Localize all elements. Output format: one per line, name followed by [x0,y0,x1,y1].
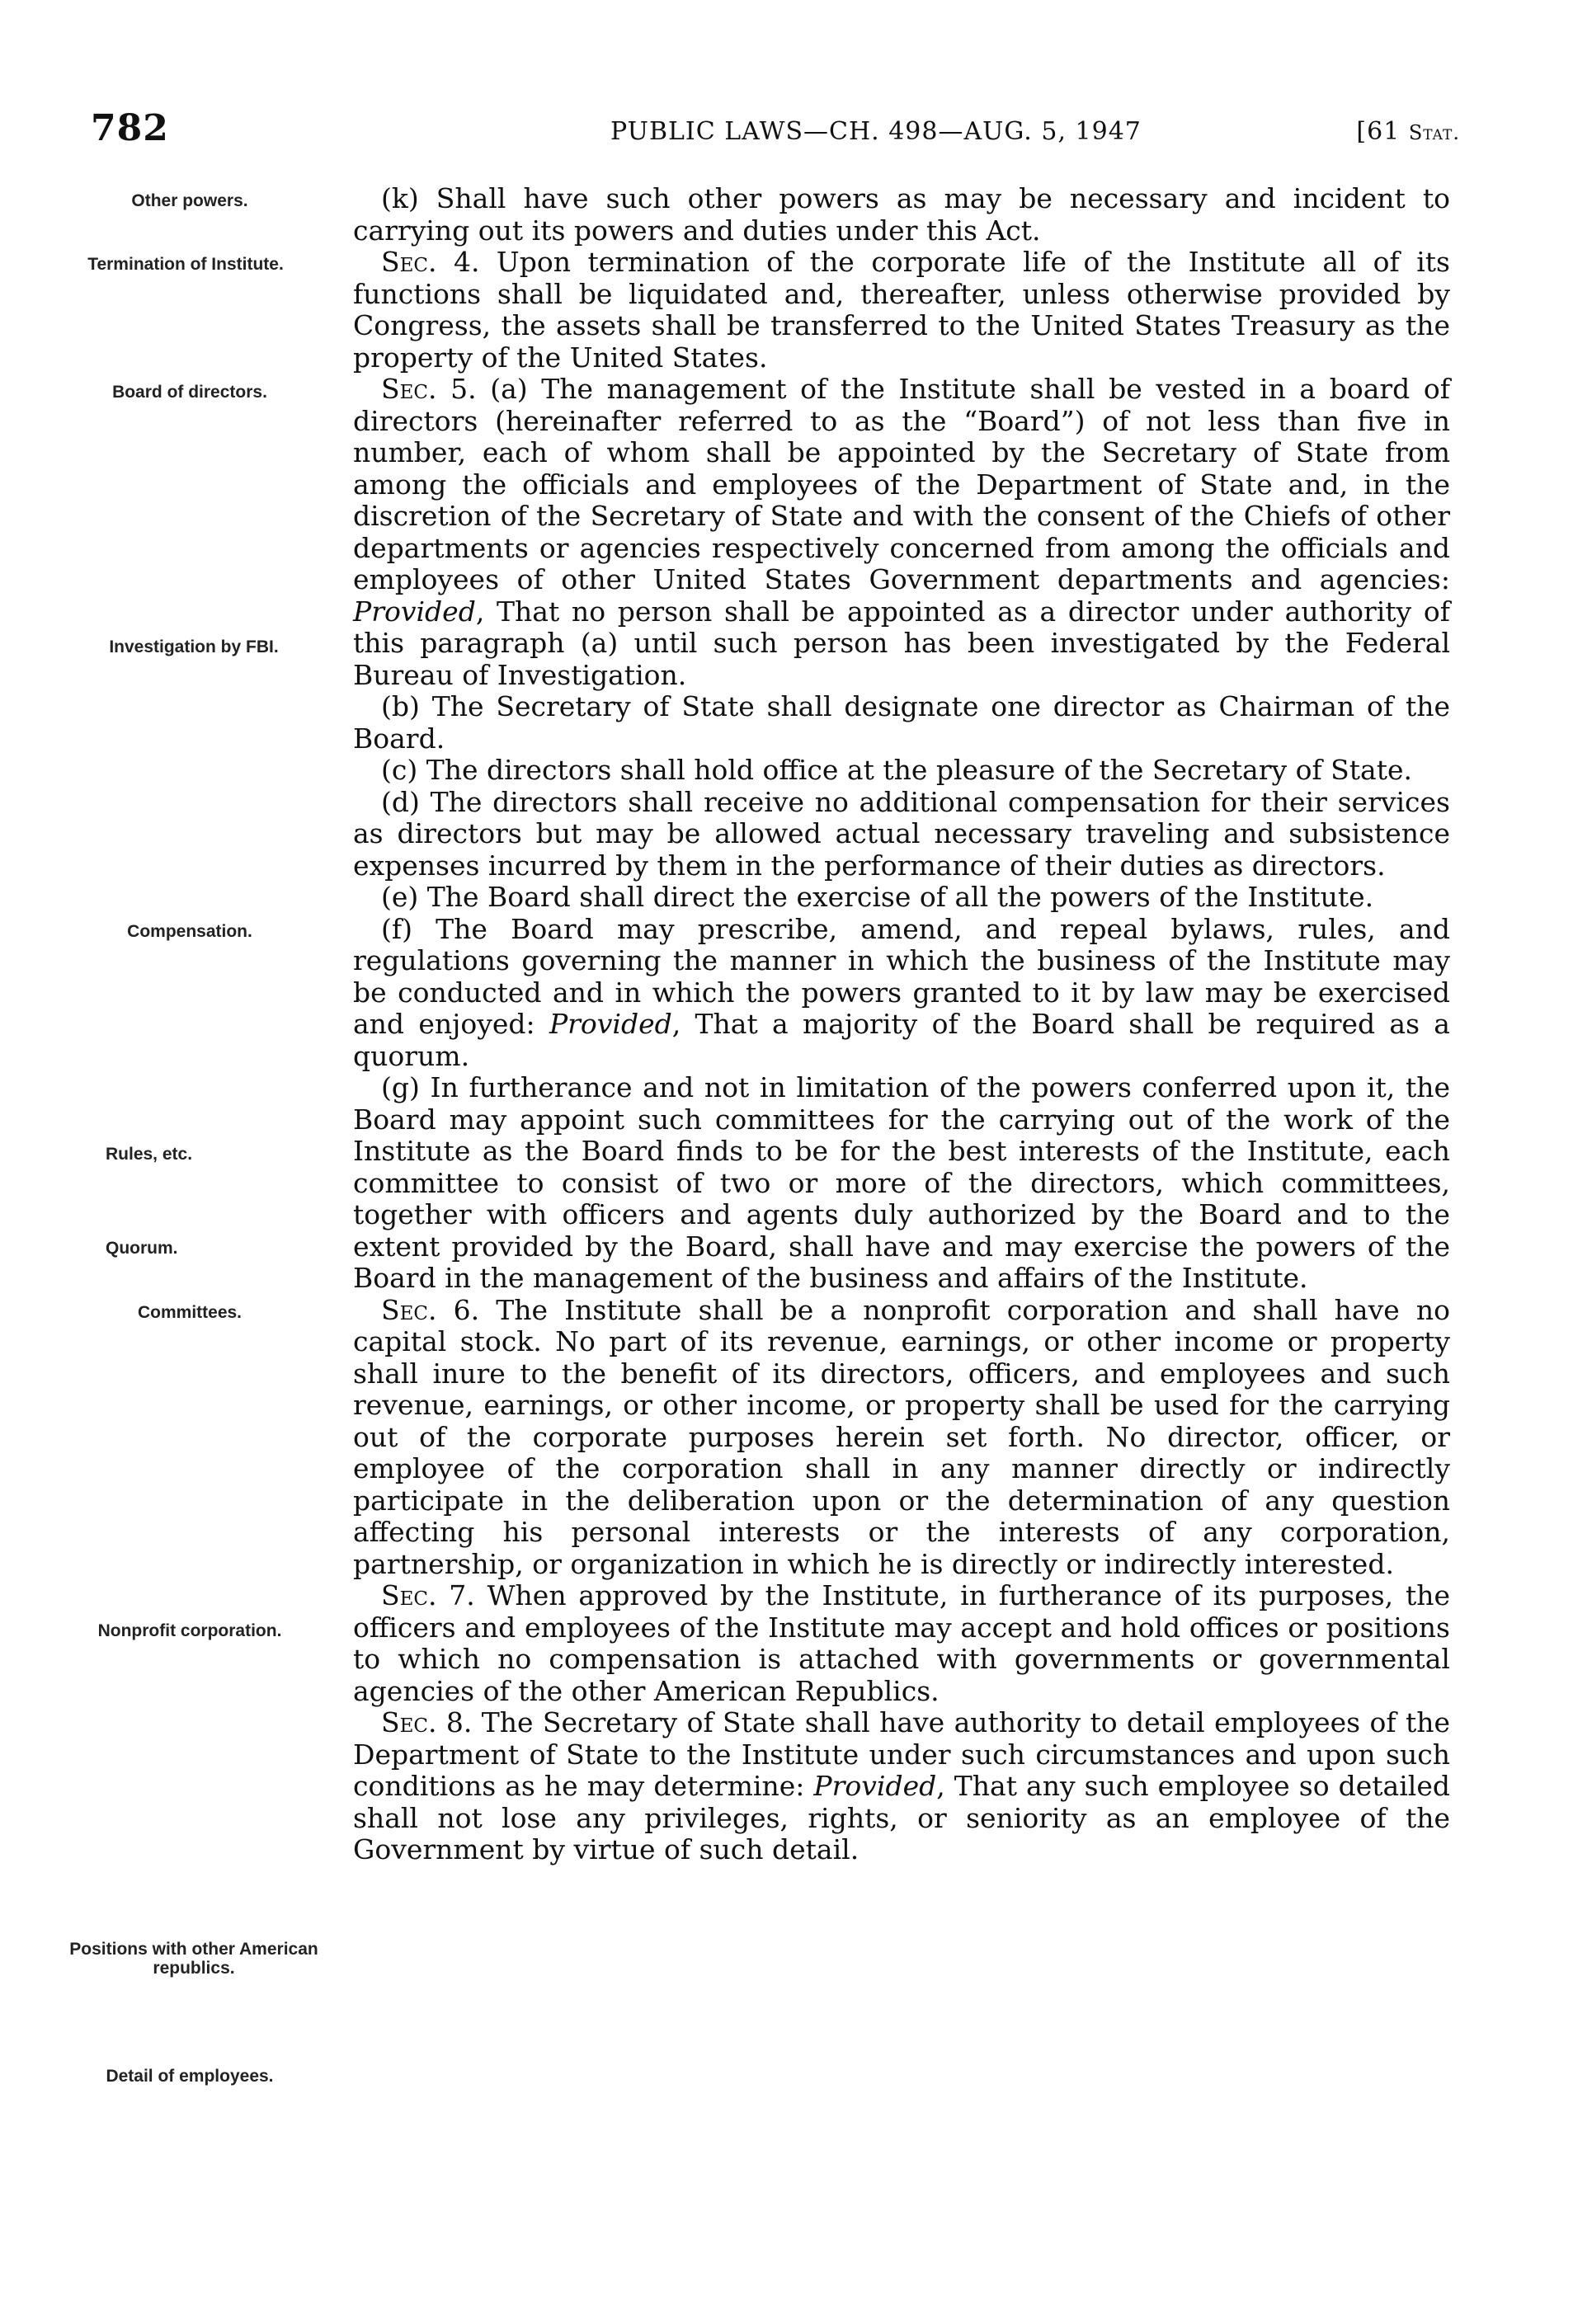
section-5a-text-1: (a) The management of the Institute shall be vested in a board of directors (hereinafter referred to as the “Board”) of not less than five in number, each of whom shall be appointed by the Secretary of State from among the officials and employees of the Department of State and, in the discretion of the Secretary of State and with the consent of the Chiefs of other departments or agencies respectively concerned from among the officials and employees of other United States Government departments and agencies: [353,373,1450,595]
margin-note-committees: Committees. [137,1303,243,1322]
paragraph-g: (g) In furtherance and not in limitation of the powers conferred upon it, the Board may appoint such committees for the carrying out of the work of the Institute as the Board finds to be for the best interests of the Institute, each committee to consist of two or more of the directors, which committees, together with officers and agents duly authorized by the Board and to the extent provided by the Board, shall have and may exercise the powers of the Board in the management of the business and affairs of the Institute. [353,1071,1450,1294]
section-8-provided: Provided [813,1770,937,1802]
section-8-label: Sec. 8. [381,1706,473,1738]
section-5a-text-2: , That no person shall be appointed as a director under authority of this paragraph (a) until such person has been investigated by the Federal Bureau of Investigation. [353,595,1450,691]
section-6-text: The Institute shall be a nonprofit corporation and shall have no capital stock. No part of its revenue, earnings, or other income or property shall inure to the benefit of its directors, officers, and employees and such revenue, earnings, or other income, or property shall be used for the carrying out of the corporate purposes herein set forth. No director, officer, or employee of the corporation shall in any manner directly or indirectly participate in the deliberation upon or the determination of any question affecting his personal interests or the interests of any corporation, partnership, or organization in which he is directly or indirectly interested. [353,1293,1450,1580]
section-4 [353,247,1450,374]
statute-reference-abbrev: Stat. [1408,121,1460,144]
paragraph-e: (e) The Board shall direct the exercise of all the powers of the Institute. [381,881,1374,913]
section-8-text-2: , That any such employee so detailed shall not lose any privileges, rights, or seniority as an employee of the Government by virtue of such detail. [353,1770,1450,1865]
section-4-text: Upon termination of the corporate life of the Institute all of its functions shall be liquidated and, thereafter, unless otherwise provided by Congress, the assets shall be transferred to the United States Treasury as the property of the United States. [353,246,1450,374]
margin-note-other-powers: Other powers. [131,191,248,210]
margin-note-nonprofit: Nonprofit corporation. [97,1621,282,1640]
section-8-text-1: The Secretary of State shall have authority to detail employees of the Department of State to the Institute under such circumstances and upon such conditions as he may determine: [353,1706,1450,1802]
section-4-label: Sec. 4. [381,246,480,278]
margin-note-positions: Positions with other American republics. [69,1940,318,1978]
statute-reference [1356,117,1460,146]
paragraph-c: (c) The directors shall hold office at the pleasure of the Secretary of State. [381,754,1413,786]
section-7-text: When approved by the Institute, in furtherance of its purposes, the officers and employees of the Institute may accept and hold offices or positions to which no compensation is attached with governments or governmental agencies of the other American Republics. [353,1579,1450,1707]
section-6 [353,1295,1450,1581]
paragraph-f [353,914,1450,1073]
paragraph-f-text-1: (f) The Board may prescribe, amend, and repeal bylaws, rules, and regulations governing the manner in which the business of the Institute may be conducted and in which the powers granted to it by law may be exercised and enjoyed: [353,912,1450,1040]
paragraph-d: (d) The directors shall receive no additional compensation for their services as directors but may be allowed actual necessary traveling and subsistence expenses incurred by them in the performance of their duties as directors. [353,785,1450,882]
margin-note-rules: Rules, etc. [106,1145,193,1164]
section-7-label: Sec. 7. [381,1579,475,1611]
section-5a [353,374,1450,691]
statute-body [353,183,1450,1866]
running-title: PUBLIC LAWS—CH. 498—AUG. 5, 1947 [610,117,1142,146]
paragraph-f-text-2: , That a majority of the Board shall be required as a quorum. [353,1008,1450,1072]
margin-note-termination: Termination of Institute. [87,255,284,274]
running-header [91,107,1460,157]
paragraph-k: (k) Shall have such other powers as may be necessary and incident to carrying out its powers and duties under this Act. [353,182,1450,247]
section-5a-provided: Provided [353,595,476,628]
margin-note-investigation: Investigation by FBI. [109,637,279,656]
paragraph-b: (b) The Secretary of State shall designate one director as Chairman of the Board. [353,690,1450,755]
section-6-label: Sec. 6. [381,1293,480,1326]
paragraph-f-provided: Provided [549,1008,672,1040]
margin-note-quorum: Quorum. [106,1239,178,1258]
margin-note-compensation: Compensation. [127,922,252,941]
margin-note-board: Board of directors. [112,383,267,402]
section-7 [353,1580,1450,1707]
section-8 [353,1707,1450,1866]
page-number: 782 [91,107,169,149]
statute-reference-volume: [61 [1356,117,1409,146]
margin-note-detail: Detail of employees. [106,2067,274,2086]
section-5-label: Sec. 5. [381,373,477,405]
